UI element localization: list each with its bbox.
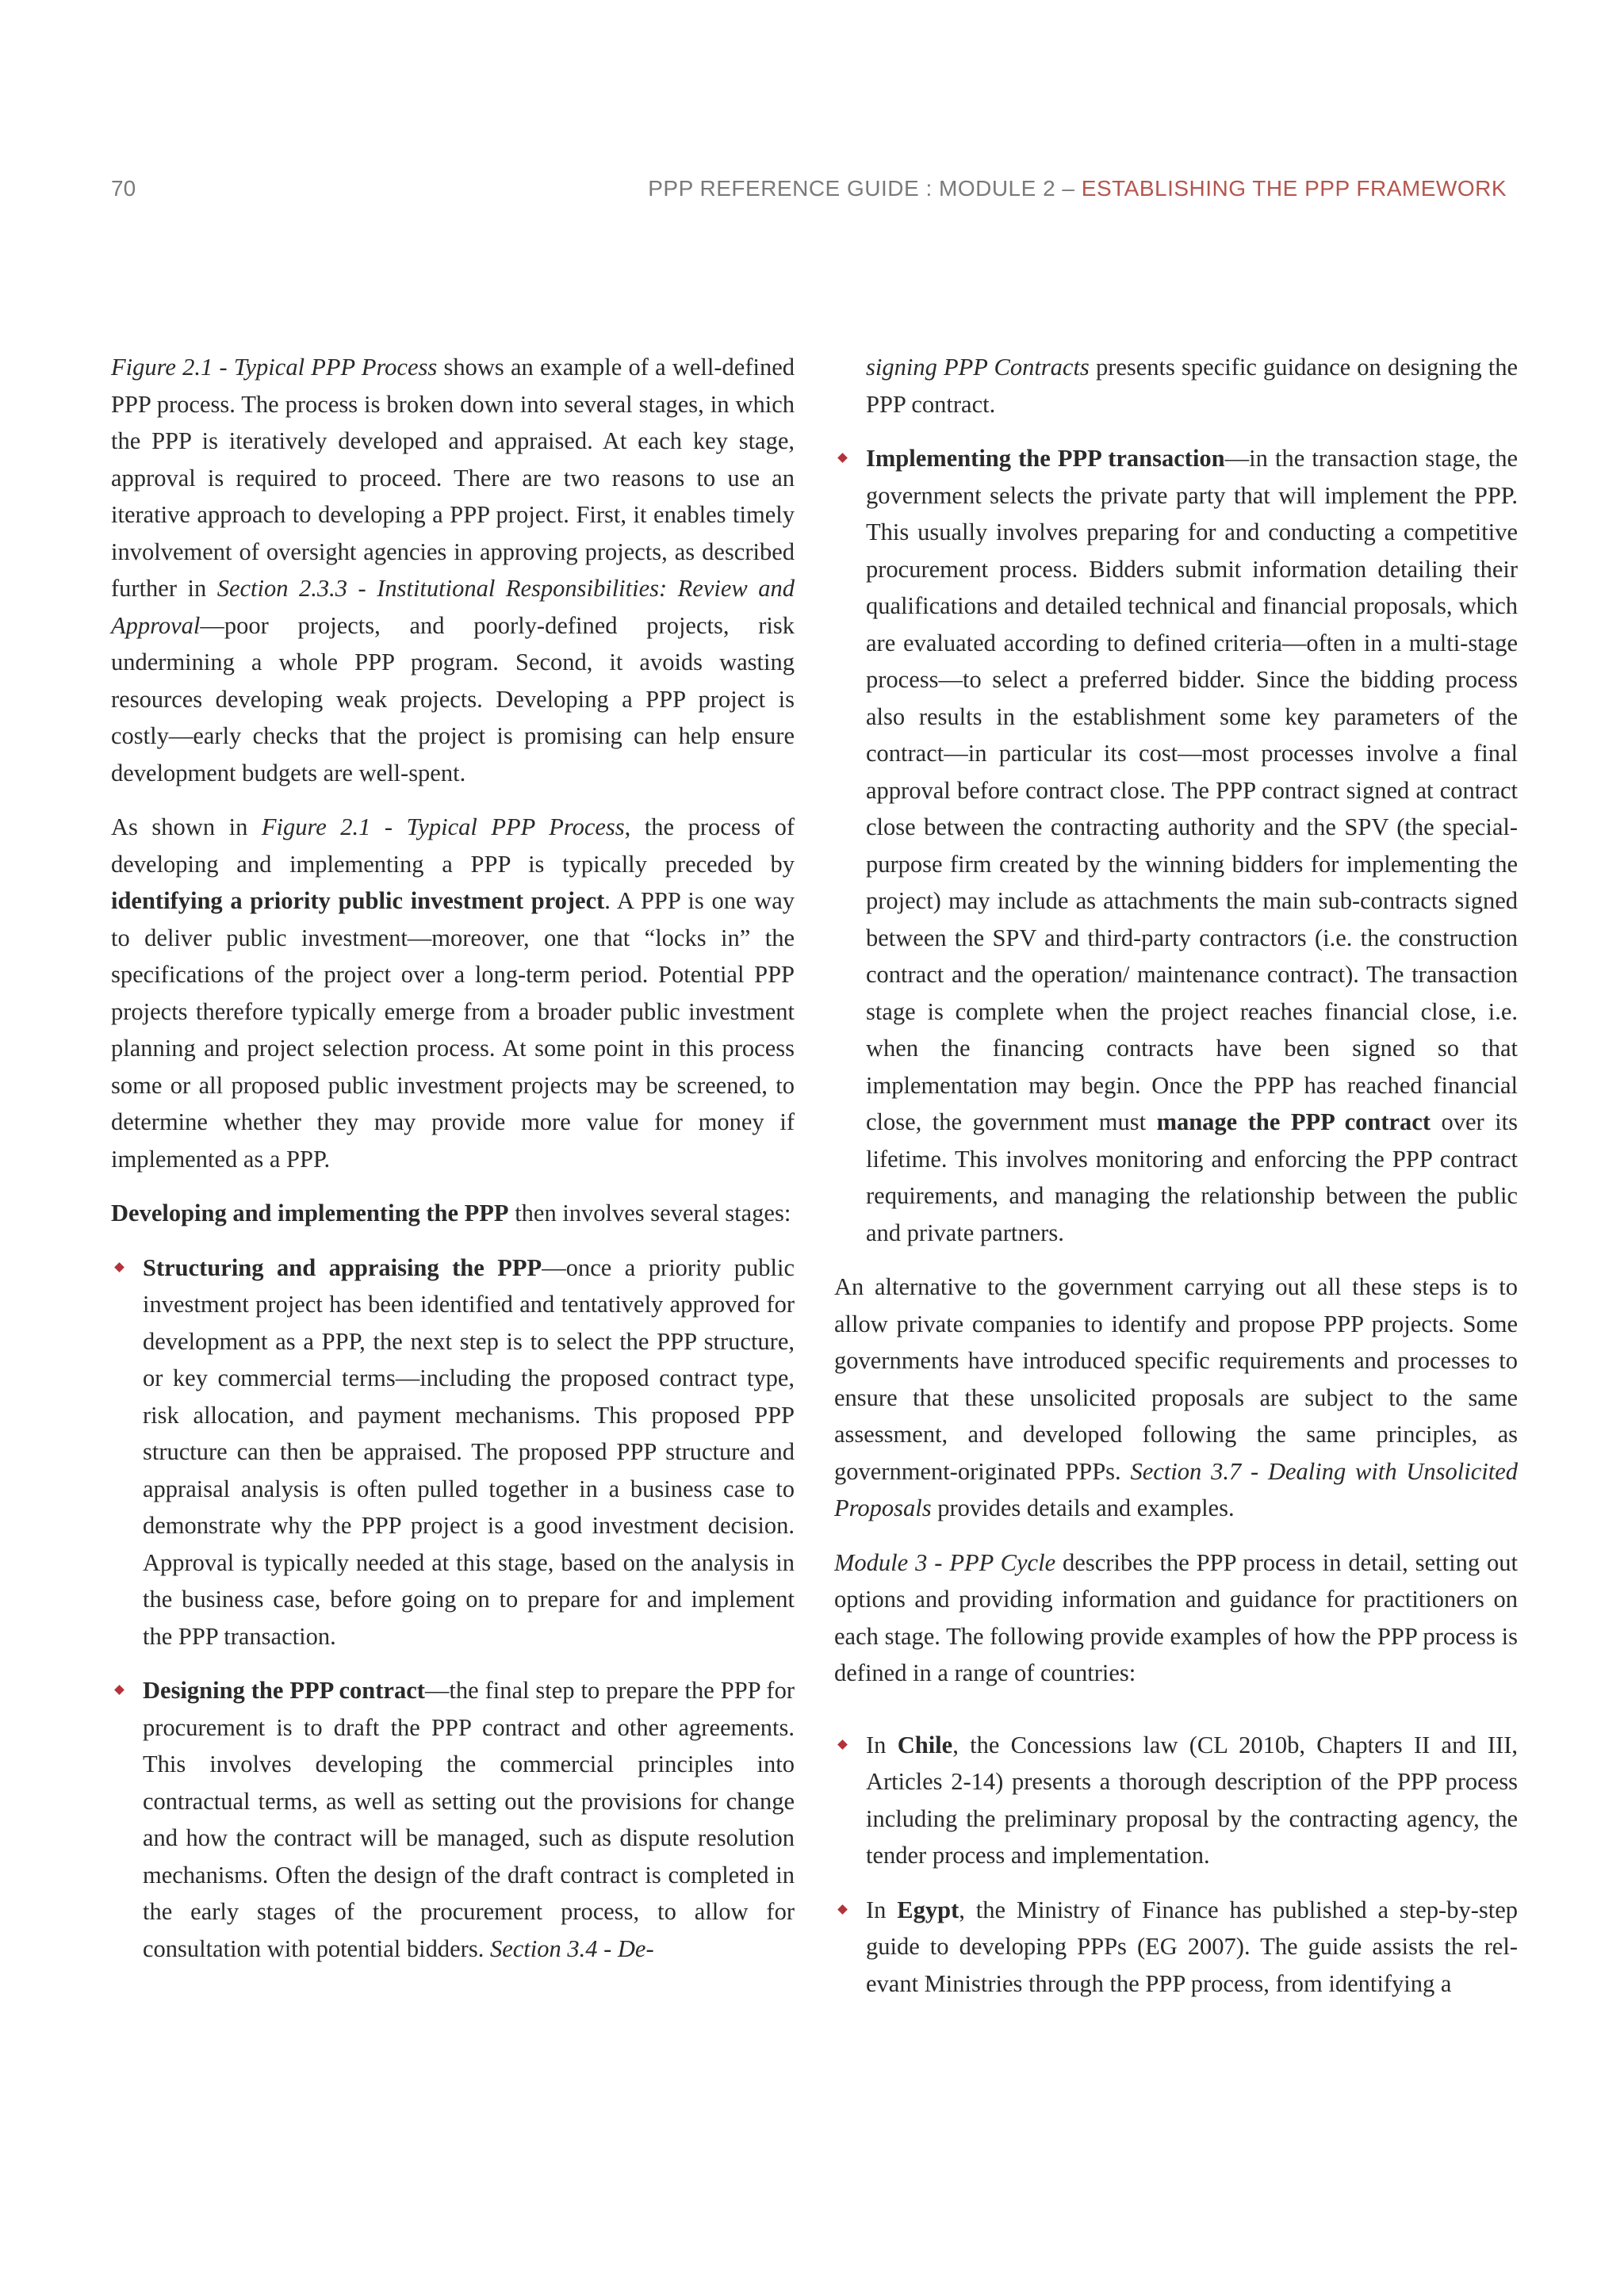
stage-list (111, 1249, 795, 1968)
country-list (834, 1727, 1518, 2003)
paragraph-text: shows an example of a well-defined PPP process. The process is broken down into several stages, in which the PPP is iteratively developed and appraised. At each key stage, approval is required to proceed. There are two reasons to use an iterative approach to developing a PPP project. First, it enables timely involvement of oversight agencies in approving projects, as described further in (111, 354, 795, 602)
right-column (834, 349, 1518, 2019)
page-number: 70 (111, 176, 136, 201)
section-reference: Section 3.4 - De- (489, 1934, 654, 1962)
section-reference: signing PPP Contracts (866, 354, 1090, 381)
list-item-text: presents specific guidance on designing the PPP contract. (866, 354, 1518, 418)
list-item-text: —the final step to prepare the PPP for procurement is to draft the PPP contract and other agreements. This involves developing the commercial principles into contractual terms, as well as setting out the provisions for change and how the contract will be managed, such as dispute resolution mechanisms. Often the design of the draft contract is completed in the early stages of the procurement process, to allow for consultation with potential bidders. (143, 1677, 795, 1962)
paragraph-stages (111, 1195, 795, 1232)
page-header (111, 176, 1507, 208)
paragraph-text: provides details and examples. (931, 1494, 1235, 1521)
list-item (111, 1249, 795, 1655)
paragraph-process (111, 809, 795, 1177)
paragraph-text: As shown in (111, 813, 262, 840)
diamond-bullet-icon (837, 1904, 848, 1915)
list-item (834, 1727, 1518, 1874)
running-title (648, 176, 1507, 201)
list-item-text: , the Concessions law (CL 2010b, Chapters II and III, Articles 2-14) presents a thorough description of the PPP process including the preliminary proposal by the contracting agency, the tender process and implementation. (866, 1731, 1518, 1869)
list-item (834, 440, 1518, 1251)
diamond-bullet-icon (114, 1685, 124, 1695)
list-item-text: In (866, 1896, 898, 1923)
bold-term: identifying a priority public investment project (111, 887, 605, 914)
paragraph-text: . A PPP is one way to deliver public investment—moreover, one that “locks in” the specifications of the project over a long-term period. Potential PPP projects therefore typically emerge from a broader public investment planning and project selection process. At some point in this process some or all proposed public investment projects may be screened, to determine whether they may provide more value for money if implemented as a PPP. (111, 887, 795, 1173)
paragraph-unsolicited (834, 1269, 1518, 1527)
list-item (834, 1892, 1518, 2003)
module-reference: Module 3 - PPP Cycle (834, 1548, 1056, 1576)
country-name: Chile (897, 1731, 953, 1758)
list-item-text: over its lifetime. This involves monitoring and enforcing the PPP contract requirements, and managing the relationship between the public and private partners. (866, 1108, 1518, 1246)
list-item-continuation (834, 349, 1518, 423)
list-item-text: —once a priority public investment project has been identified and tentatively approved for development as a PPP, the next step is to select the PPP structure, or key commercial terms—including the proposed contract type, risk allocation, and payment mechanisms. This proposed PPP structure can then be appraised. The proposed PPP structure and appraisal analysis is often pulled together in a business case to demonstrate why the PPP project is a good investment decision. Approval is typically needed at this stage, based on the analysis in the business case, before going on to prepare for and implement the PPP transaction. (143, 1253, 795, 1650)
bold-term: Implementing the PPP transaction (866, 445, 1225, 472)
paragraph-text: , the process of developing and implementing a PPP is typically preceded by (111, 813, 795, 878)
paragraph-text: describes the PPP process in detail, setting out options and providing information and guidance for practitioners on each stage. The following provide examples of how the PPP process is defined in a range of countries: (834, 1548, 1518, 1686)
figure-reference: Figure 2.1 - Typical PPP Process (261, 813, 625, 840)
bold-term: Developing and implementing the PPP (111, 1200, 509, 1226)
diamond-bullet-icon (837, 1739, 848, 1750)
paragraph-text: then involves several stages: (508, 1200, 791, 1226)
diamond-bullet-icon (114, 1262, 124, 1272)
diamond-bullet-icon (837, 453, 848, 463)
figure-reference: Figure 2.1 - Typical PPP Process (111, 354, 438, 381)
paragraph-text: —poor projects, and poorly-defined projects, risk undermining a whole PPP program. Second, it avoids wasting resources developing weak projects. Developing a PPP project is costly—early checks that the project is promising can help ensure development budgets are well-spent. (111, 611, 795, 786)
left-column (111, 349, 795, 1984)
section-reference: Section 3.7 - Dealing with Unsolicited Proposals (834, 1457, 1518, 1521)
section-reference: Section 2.3.3 - Institutional Responsibilities: Review and Approval (111, 575, 795, 639)
list-item-text: , the Ministry of Finance has published a step-by-step guide to developing PPPs (EG 2007). The guide assists the relevant Ministries through the PPP process, from identifying a (866, 1896, 1518, 1997)
bold-term: Structuring and appraising the PPP (143, 1253, 542, 1281)
paragraph-module3 (834, 1544, 1518, 1692)
bold-term: Designing the PPP contract (143, 1677, 425, 1704)
module-title: ESTABLISHING THE PPP FRAMEWORK (1081, 176, 1507, 201)
list-item-text: In (866, 1731, 898, 1758)
guide-title: PPP REFERENCE GUIDE : MODULE 2 – (648, 176, 1082, 201)
paragraph-text: An alternative to the government carrying out all these steps is to allow private companies to identify and propose PPP projects. Some governments have introduced specific requirements and processes to ensure that these unsolicited proposals are subject to the same assessment, and developed following the same principles, as government-originated PPPs. (834, 1273, 1518, 1485)
paragraph-intro (111, 349, 795, 791)
bold-term: manage the PPP contract (1156, 1108, 1431, 1135)
country-name: Egypt (897, 1896, 959, 1923)
stage-list-continued (834, 440, 1518, 1251)
list-item (111, 1672, 795, 1967)
list-item-text: —in the transaction stage, the government selects the private party that will implement the PPP. This usually involves preparing for and conducting a competitive procurement process. Bidders submit information detailing their qualifications and detailed technical and financial proposals, which are evaluated according to defined criteria—often in a multi-stage process—to select a preferred bidder. Since the bidding process also results in the establishment some key parameters of the contract—in particular its cost—most processes involve a final approval before contract close. The PPP contract signed at contract close between the contracting authority and the SPV (the special-purpose firm created by the winning bidders for implementing the project) may include as attachments the main sub-contracts signed between the SPV and third-party contractors (i.e. the construction contract and the operation/ maintenance contract). The transaction stage is complete when the project reaches financial close, i.e. when the financing contracts have been signed so that implementation may begin. Once the PPP has reached financial close, the government must (866, 445, 1518, 1135)
